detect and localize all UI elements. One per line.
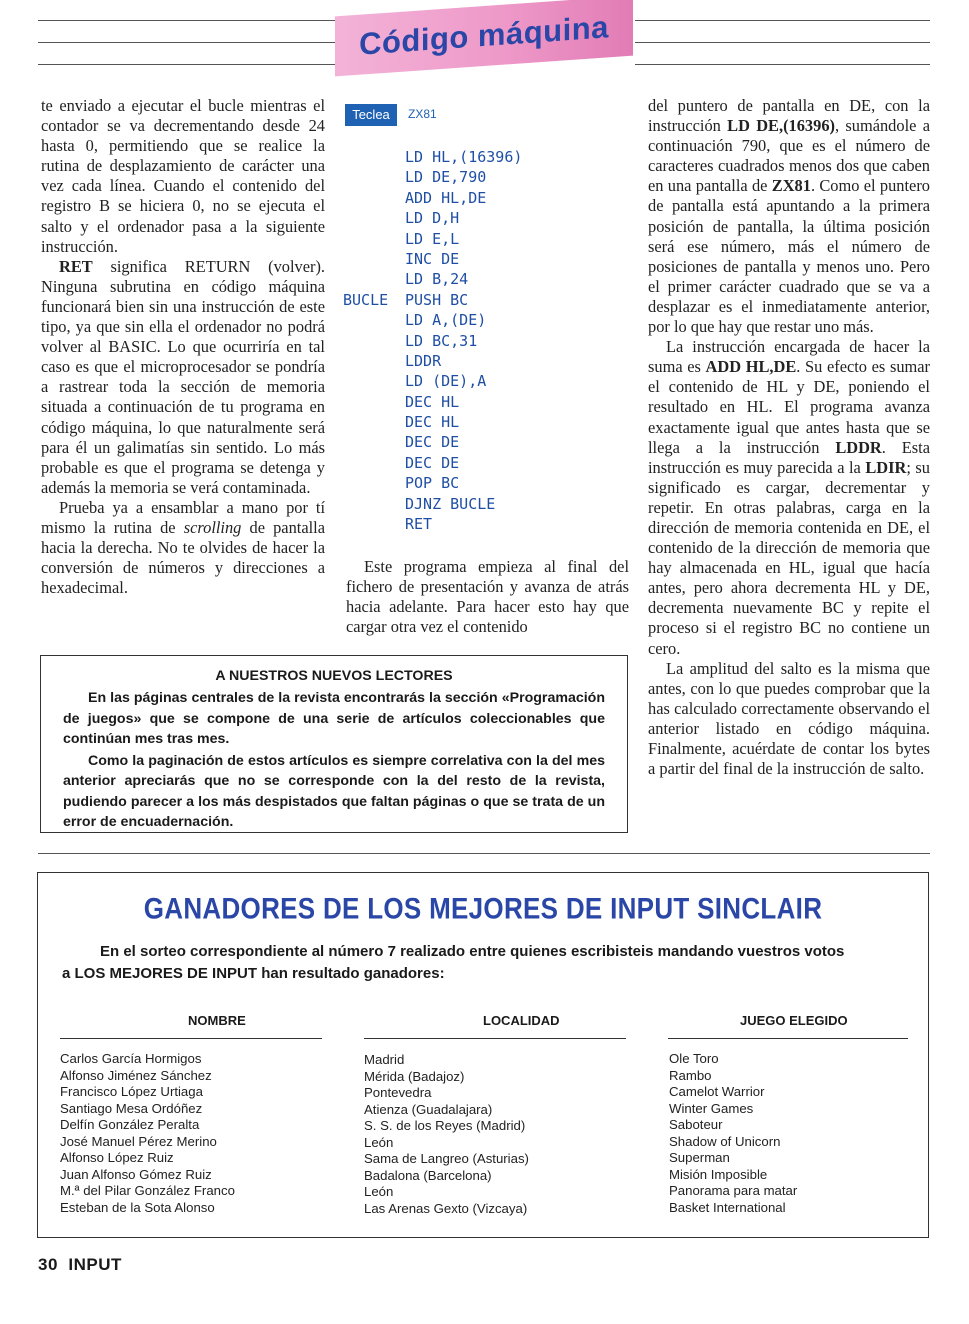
header-underline [60,1038,322,1039]
names-list [60,1051,235,1216]
left-column [41,96,325,598]
list-item: León [364,1184,394,1199]
list-item: Sama de Langreo (Asturias) [364,1151,529,1166]
code-line: ADD HL,DE [405,188,487,207]
list-item: S. S. de los Reyes (Madrid) [364,1118,526,1133]
paragraph: Prueba ya a ensamblar a mano por tí mismo la rutina de scrolling de pantalla hacia la derecha. No te olvides de hacer la conversión de números y direcciones a hexadecimal. [41,497,325,598]
code-line: LD A,(DE) [405,311,487,330]
section-title: Código máquina [359,9,609,62]
code-line: LD DE,790 [405,168,487,187]
teclea-badge: Teclea [345,104,397,126]
list-item: Santiago Mesa Ordóñez [60,1100,203,1116]
list-item: Shadow of Unicorn [669,1133,781,1149]
list-item: Misión Imposible [669,1166,768,1182]
notice-title: A NUESTROS NUEVOS LECTORES [215,668,453,684]
places-list [364,1052,529,1217]
header-rule [635,64,930,65]
page-footer [38,1255,122,1275]
header-rule [635,20,930,21]
code-line: LDDR [405,351,442,370]
notice-paragraph: Como la paginación de estos artículos es siempre correlativa con la del mes anterior apreciarás que no se corresponde con la del resto de la revista, pudiendo parecer a los más despistados que faltan páginas o que se trata de un error de encuadernación. [63,753,605,831]
paragraph: te enviado a ejecutar el bucle mientras el contador se va decrementando desde 24 hasta 0, permitiendo que se realice la rutina de desplazamiento de carácter una vez cada línea. Cuando el contenido del registro B se hiciera 0, no se ejecuta el salto y el ordenador pasa a la siguiente instrucción. [41,96,325,256]
code-line: DEC HL [405,413,460,432]
winners-intro: En el sorteo correspondiente al número 7 realizado entre quienes escribisteis mandando vuestros votos a LOS MEJORES DE INPUT han resultado ganadores: [62,943,845,982]
code-listing [343,147,522,534]
column-header-nombre: NOMBRE [188,1013,246,1028]
list-item: León [364,1134,394,1150]
list-item: Madrid [364,1052,405,1067]
list-item: Mérida (Badajoz) [364,1068,465,1084]
list-item: Superman [669,1150,730,1165]
magazine-name: INPUT [68,1255,122,1274]
middle-column-text: Este programa empieza al final del fichero de presentación y avanza de atrás hacia adelante. Para hacer esto hay que cargar otra vez el contenido [346,557,629,637]
right-column [648,96,930,779]
code-line: LD BC,31 [405,331,478,350]
code-line: LD (DE),A [405,372,487,391]
list-item: Francisco López Urtiaga [60,1084,203,1099]
code-line: DEC HL [405,392,460,411]
list-item: Alfonso Jiménez Sánchez [60,1067,212,1083]
page-number: 30 [38,1255,58,1274]
section-banner [335,0,633,76]
list-item: Camelot Warrior [669,1084,765,1099]
list-item: Atienza (Guadalajara) [364,1101,493,1117]
list-item: Ole Toro [669,1051,719,1066]
code-line: DJNZ BUCLE [405,494,496,513]
machine-label: ZX81 [408,107,437,121]
list-item: Pontevedra [364,1085,432,1100]
list-item: Carlos García Hormigos [60,1051,202,1066]
notice-paragraph: En las páginas centrales de la revista encontrarás la sección «Programación de juegos» que se compone de una serie de artículos coleccionables que continúan mes tras mes. [63,690,605,747]
header-underline [668,1038,908,1039]
list-item: Delfín González Peralta [60,1117,200,1132]
section-divider [38,853,930,854]
paragraph: del puntero de pantalla en DE, con la instrucción LD DE,(16396), sumándole a continuación 790, que es el número de caracteres cuadrados menos dos que caben en una pantalla de ZX81. Como el puntero de pantalla está apuntando a la primera posición de pantalla, la última posición será ese número, más el número de posiciones de pantalla y menos uno. Pero el primer carácter cuadrado que se va a desplazar es el inmediatamente anterior, por lo que hay que restar uno más. [648,96,930,337]
header-rule [635,42,930,43]
list-item: Rambo [669,1067,712,1083]
header-rule [38,20,338,21]
winners-box [37,872,929,1238]
list-item: M.ª del Pilar González Franco [60,1183,235,1198]
code-line: POP BC [405,474,460,493]
header-rule [38,42,338,43]
list-item: Las Arenas Gexto (Vizcaya) [364,1200,528,1216]
code-line: INC DE [405,249,460,268]
code-line: DEC DE [405,433,460,452]
winners-title: GANADORES DE LOS MEJORES DE INPUT SINCLAIR [143,890,823,926]
code-line: BUCLE PUSH BC [343,290,469,309]
games-list [669,1051,797,1216]
notice-box [40,655,628,833]
list-item: Saboteur [669,1117,723,1132]
list-item: Winter Games [669,1100,754,1116]
column-header-juego: JUEGO ELEGIDO [740,1013,848,1028]
list-item: Alfonso López Ruiz [60,1150,174,1165]
list-item: Panorama para matar [669,1183,798,1198]
header-underline [364,1038,626,1039]
list-item: Basket International [669,1199,786,1215]
list-item: Badalona (Barcelona) [364,1167,492,1183]
code-line: LD HL,(16396) [405,148,523,166]
code-line: LD B,24 [405,270,469,289]
list-item: Esteban de la Sota Alonso [60,1199,215,1215]
code-line: LD E,L [405,229,460,248]
code-line: LD D,H [405,209,460,228]
code-line: DEC DE [405,453,460,472]
list-item: José Manuel Pérez Merino [60,1133,217,1149]
code-line: RET [405,515,433,534]
paragraph: La instrucción encargada de hacer la suma es ADD HL,DE. Su efecto es sumar el contenido de HL y DE, poniendo el resultado en HL. El programa avanza exactamente igual que antes hasta que se llega a la instrucción LDDR. Esta instrucción es muy parecida a la LDIR; su significado es cargar, decrementar y repetir. En otras palabras, carga en la dirección de memoria contenida en DE, el contenido de la dirección de memoria que hay almacenada en HL, igual que hacía antes, pero ahora decrementa HL y DE, decrementa nuevamente BC y repite el proceso si el registro BC no contiene un cero. [648,337,930,658]
paragraph: La amplitud del salto es la misma que antes, con lo que puedes comprobar que la has calculado correctamente observando el anterior listado en código máquina. Finalmente, acuérdate de contar los bytes a partir del final de la instrucción de salto. [648,658,930,779]
paragraph: RET significa RETURN (volver). Ninguna subrutina en código máquina funcionará bien sin una instrucción de este tipo, ya que sin ella el ordenador no podrá volver al BASIC. Lo que ocurriría en tal caso es que el microprocesador se pondría a rastrear toda la sección de memoria situada a continuación de tu programa en código máquina, lo que naturalmente será para él un galimatías sin sentido. Lo más probable es que el programa se detenga y además la memoria se verá contaminada. [41,256,325,497]
header-rule [38,64,338,65]
column-header-localidad: LOCALIDAD [483,1013,560,1028]
list-item: Juan Alfonso Gómez Ruiz [60,1166,212,1182]
